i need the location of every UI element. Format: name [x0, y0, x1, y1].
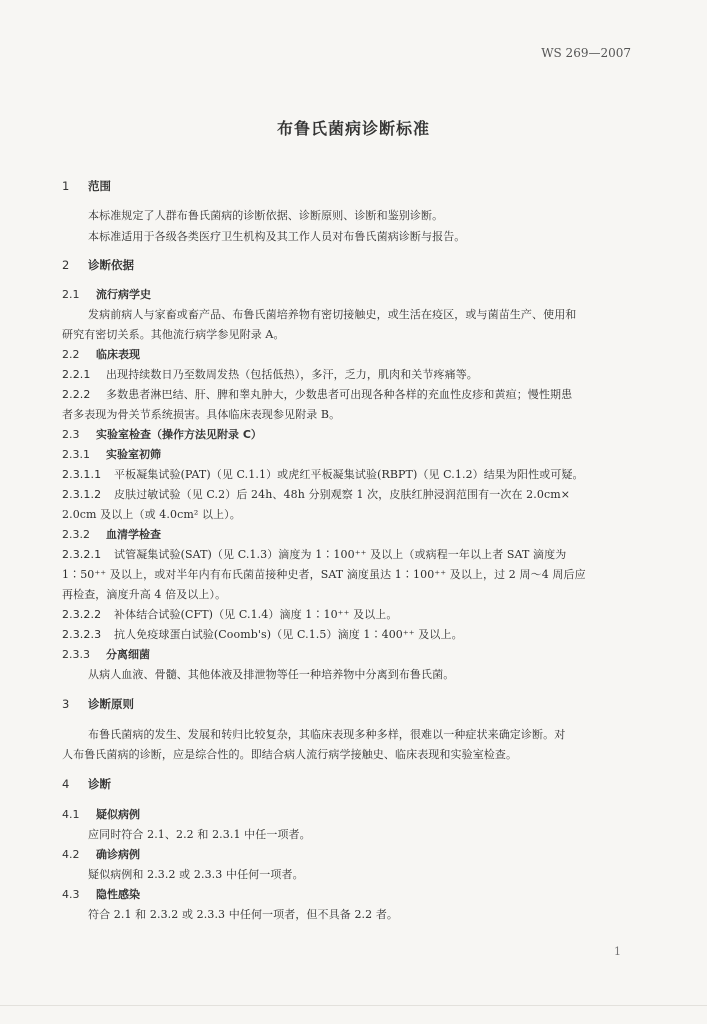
- subsection-2-3-heading: [62, 426, 262, 442]
- paragraph: 人布鲁氏菌病的诊断，应是综合性的。即结合病人流行病学接触史、临床表现和实验室检查。: [62, 748, 518, 761]
- clause-number: 2.3.1.2: [62, 488, 102, 501]
- subsection-title: 疑似病例: [96, 808, 140, 821]
- clause-2-2-2: [62, 386, 572, 402]
- subsection-title: 分离细菌: [106, 648, 150, 661]
- section-number: 2: [62, 258, 70, 272]
- subsection-number: 4.3: [62, 888, 80, 901]
- section-number: 1: [62, 179, 70, 193]
- clause-text: 补体结合试验(CFT)（见 C.1.4）滴度 1∶10⁺⁺ 及以上。: [114, 608, 398, 621]
- subsection-number: 2.3.2: [62, 528, 90, 541]
- page-edge-divider: [0, 1005, 707, 1006]
- page-title: 布鲁氏菌病诊断标准: [276, 119, 430, 138]
- clause-2-3-2-1: [62, 546, 566, 562]
- subsection-2-3-2-heading: [62, 526, 161, 542]
- paragraph: 应同时符合 2.1、2.2 和 2.3.1 中任一项者。: [88, 828, 311, 841]
- paragraph: 2.0cm 及以上（或 4.0cm² 以上）。: [62, 508, 241, 521]
- subsection-number: 2.2: [62, 348, 80, 361]
- clause-2-3-1-1: [62, 466, 584, 482]
- subsection-number: 4.1: [62, 808, 80, 821]
- subsection-number: 2.3.1: [62, 448, 90, 461]
- paragraph: 本标准规定了人群布鲁氏菌病的诊断依据、诊断原则、诊断和鉴别诊断。: [88, 209, 444, 222]
- section-4-heading: [62, 776, 111, 792]
- clause-text: 出现持续数日乃至数周发热（包括低热），多汗，乏力，肌肉和关节疼痛等。: [106, 368, 478, 381]
- section-title: 诊断依据: [88, 258, 134, 272]
- section-title: 范围: [88, 179, 111, 193]
- subsection-title: 临床表现: [96, 348, 140, 361]
- clause-2-3-2-3: [62, 626, 463, 642]
- subsection-4-3-heading: [62, 886, 140, 902]
- subsection-title: 隐性感染: [96, 888, 140, 901]
- clause-text: 平板凝集试验(PAT)（见 C.1.1）或虎红平板凝集试验(RBPT)（见 C.1.2）结果为阳性或可疑。: [114, 468, 584, 481]
- clause-2-3-2-2: [62, 606, 397, 622]
- clause-number: 2.3.2.1: [62, 548, 102, 561]
- clause-number: 2.3.1.1: [62, 468, 102, 481]
- section-number: 3: [62, 697, 70, 711]
- subsection-title: 实验室检查（操作方法见附录 C）: [96, 428, 262, 441]
- paragraph: 布鲁氏菌病的发生、发展和转归比较复杂，其临床表现多种多样，很难以一种症状来确定诊断。对: [88, 728, 566, 741]
- paragraph: 研究有密切关系。其他流行病学参见附录 A。: [62, 328, 285, 341]
- paragraph: 发病前病人与家畜或畜产品、布鲁氏菌培养物有密切接触史，或生活在疫区，或与菌苗生产、使用和: [88, 308, 577, 321]
- subsection-number: 2.3.3: [62, 648, 90, 661]
- clause-number: 2.2.2: [62, 388, 91, 401]
- subsection-number: 4.2: [62, 848, 80, 861]
- subsection-4-2-heading: [62, 846, 140, 862]
- subsection-2-3-3-heading: [62, 646, 150, 662]
- paragraph: 从病人血液、骨髓、其他体液及排泄物等任一种培养物中分离到布鲁氏菌。: [88, 668, 455, 681]
- clause-2-2-1: [62, 366, 478, 382]
- clause-number: 2.3.2.2: [62, 608, 102, 621]
- paragraph: 者多表现为骨关节系统损害。具体临床表现参见附录 B。: [62, 408, 341, 421]
- standard-code: WS 269—2007: [541, 46, 631, 60]
- section-number: 4: [62, 777, 70, 791]
- clause-text: 皮肤过敏试验（见 C.2）后 24h、48h 分别观察 1 次，皮肤红肿浸润范围有一次在 2.0cm×: [114, 488, 571, 501]
- section-title: 诊断: [88, 777, 111, 791]
- subsection-2-3-1-heading: [62, 446, 161, 462]
- clause-text: 多数患者淋巴结、肝、脾和睾丸肿大，少数患者可出现各种各样的充血性皮疹和黄疸；慢性期患: [106, 388, 573, 401]
- page-number: 1: [614, 945, 621, 958]
- subsection-2-2-heading: [62, 346, 140, 362]
- section-3-heading: [62, 696, 134, 712]
- subsection-title: 实验室初筛: [106, 448, 161, 461]
- section-2-heading: [62, 257, 134, 273]
- clause-number: 2.3.2.3: [62, 628, 102, 641]
- section-1-heading: [62, 178, 111, 194]
- clause-text: 试管凝集试验(SAT)（见 C.1.3）滴度为 1∶100⁺⁺ 及以上（或病程一年以上者 SAT 滴度为: [114, 548, 567, 561]
- paragraph: 符合 2.1 和 2.3.2 或 2.3.3 中任何一项者，但不具备 2.2 者。: [88, 908, 399, 921]
- paragraph: 疑似病例和 2.3.2 或 2.3.3 中任何一项者。: [88, 868, 304, 881]
- paragraph: 1∶50⁺⁺ 及以上，或对半年内有布氏菌苗接种史者，SAT 滴度虽达 1∶100⁺⁺ 及以上，过 2 周～4 周后应: [62, 568, 586, 581]
- paragraph: 再检查，滴度升高 4 倍及以上）。: [62, 588, 227, 601]
- subsection-4-1-heading: [62, 806, 140, 822]
- subsection-number: 2.1: [62, 288, 80, 301]
- paragraph: 本标准适用于各级各类医疗卫生机构及其工作人员对布鲁氏菌病诊断与报告。: [88, 230, 466, 243]
- subsection-2-1-heading: [62, 286, 151, 302]
- subsection-title: 确诊病例: [96, 848, 140, 861]
- subsection-number: 2.3: [62, 428, 80, 441]
- clause-2-3-1-2: [62, 486, 570, 502]
- subsection-title: 血清学检查: [106, 528, 161, 541]
- section-title: 诊断原则: [88, 697, 134, 711]
- clause-number: 2.2.1: [62, 368, 91, 381]
- subsection-title: 流行病学史: [96, 288, 151, 301]
- clause-text: 抗人免疫球蛋白试验(Coomb's)（见 C.1.5）滴度 1∶400⁺⁺ 及以上。: [114, 628, 463, 641]
